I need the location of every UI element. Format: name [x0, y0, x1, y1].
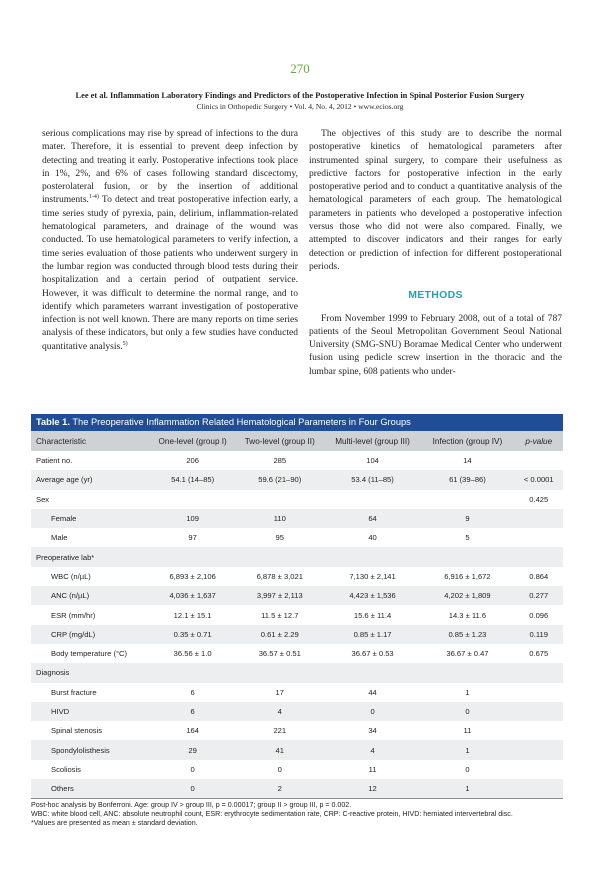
row-label-cell: Diagnosis — [36, 668, 70, 678]
table-cell: 110 — [273, 514, 286, 524]
table-cell: 0 — [465, 764, 470, 774]
table-cell: 14 — [463, 456, 472, 466]
footnote: Post-hoc analysis by Bonferroni. Age: group IV > group III, p = 0.00017; group II > group III, p = 0.002. — [31, 801, 352, 810]
table-cell — [515, 779, 564, 798]
table-cell — [515, 702, 564, 721]
table-row — [31, 721, 563, 740]
row-label-cell: Sex — [36, 494, 50, 504]
table-cell: 44 — [368, 687, 377, 697]
row-label-cell: CRP (mg/dL) — [51, 629, 96, 639]
left-paragraph — [42, 127, 298, 353]
table-cell: 4 — [370, 745, 375, 755]
table-cell: 41 — [275, 745, 284, 755]
table-cell: 12 — [368, 784, 377, 794]
table-cell: 164 — [186, 726, 199, 736]
citation-ref: 1-4) — [88, 194, 99, 201]
table-cell: 0.675 — [529, 649, 549, 659]
table-cell: 4,423 ± 1,536 — [349, 591, 396, 601]
table-cell: 0 — [190, 784, 195, 794]
table-row — [31, 528, 563, 547]
table-row — [31, 470, 563, 489]
table-cell: 15.6 ± 11.4 — [353, 610, 392, 620]
table-cell: 6 — [190, 687, 195, 697]
table-cell — [235, 490, 325, 509]
left-column — [42, 127, 298, 353]
table-cell: 0.119 — [529, 629, 548, 639]
table-cell: 0.61 ± 2.29 — [260, 629, 299, 639]
row-label-cell: HIVD — [51, 707, 70, 716]
section-heading-methods: METHODS — [408, 289, 463, 302]
table-cell — [515, 740, 564, 759]
row-label-cell: ESR (mm/hr) — [51, 610, 96, 620]
table-cell: 36.67 ± 0.47 — [446, 649, 489, 659]
methods-paragraph: From November 1999 to February 2008, out of a total of 787 patients of the Seoul Metropolitan Government Seoul National University (SMG-SNU) Boramae Medical Center who underwent fusion using pedicle screw insertion in the thoracic and the lumbar spine, 608 patients who under- — [309, 312, 562, 377]
row-label-cell: Spondylolisthesis — [51, 745, 110, 755]
table-cell: 0.85 ± 1.17 — [353, 629, 392, 639]
table-cell — [515, 547, 564, 566]
table-cell: 36.56 ± 1.0 — [173, 649, 212, 659]
table-cell: 0 — [190, 764, 195, 774]
table-caption — [31, 414, 563, 431]
table-label: Table 1. — [36, 417, 70, 427]
table-cell: 104 — [366, 456, 379, 466]
right-column — [309, 127, 562, 378]
row-label-cell: Scoliosis — [51, 764, 81, 774]
table-cell: 0 — [277, 764, 282, 774]
table-cell: 285 — [273, 456, 287, 466]
table-cell: 7,130 ± 2,141 — [349, 571, 396, 581]
table-cell: 54.1 (14–85) — [171, 475, 215, 485]
table-cell — [151, 490, 235, 509]
table-cell: 6,916 ± 1,672 — [444, 571, 491, 581]
objectives-paragraph: The objectives of this study are to describe the normal postoperative kinetics of hematological parameters after instrumented spinal surgery, to compare their usefulness as predictive factors for postoperative infection in the early postoperative period and to conduct a quantitative analysis of the hematological parameters of each group. The hematological parameters in patients who developed a postoperative infection versus those who did not were also compared. Finally, we attempted to discover indicators and their ranges for early detection or prediction of infection for different postoperational periods. — [309, 128, 562, 272]
col-header-group-i: One-level (group I) — [151, 431, 235, 451]
running-head-title: Lee et al. Inflammation Laboratory Findings and Predictors of the Postoperative Infection in Spinal Posterior Fusion Surgery — [75, 91, 525, 100]
table-cell: 1 — [465, 784, 470, 794]
table-row — [31, 586, 563, 605]
table-cell: 11.5 ± 12.7 — [261, 610, 299, 620]
table-cell: 221 — [273, 726, 287, 736]
table-cell: 5 — [465, 533, 470, 543]
table-body — [31, 451, 563, 798]
col-header-characteristic: Characteristic — [31, 431, 151, 451]
table-cell: 6,878 ± 3,021 — [256, 571, 303, 581]
row-label-cell: Others — [51, 784, 74, 794]
table-cell — [515, 509, 564, 528]
footnote: *Values are presented as mean ± standard deviation. — [31, 819, 198, 828]
table-cell: 4 — [277, 707, 282, 716]
table-cell: 206 — [186, 456, 199, 466]
row-label-cell: Patient no. — [36, 456, 73, 466]
table-cell: 97 — [188, 533, 197, 543]
table-cell: 0 — [370, 707, 375, 716]
table-cell: 40 — [368, 533, 377, 543]
table-cell: 0.35 ± 0.71 — [173, 629, 212, 639]
table-cell — [151, 663, 235, 682]
table-cell: 64 — [368, 514, 377, 524]
citation-ref: 5) — [122, 340, 128, 347]
row-label-cell: Burst fracture — [51, 687, 97, 697]
col-header-group-ii: Two-level (group II) — [235, 431, 325, 451]
running-head — [0, 90, 600, 112]
table-footnotes — [31, 801, 563, 828]
running-head-journal: Clinics in Orthopedic Surgery • Vol. 4, No. 4, 2012 • www.ecios.org — [196, 102, 404, 111]
table-cell: 59.6 (21–90) — [258, 475, 302, 485]
table-bottom-rule — [31, 798, 563, 799]
table-cell: 61 (39–86) — [449, 475, 486, 485]
col-header-group-iii: Multi-level (group III) — [325, 431, 421, 451]
footnote: WBC: white blood cell, ANC: absolute neutrophil count, ESR: erythrocyte sedimentation rate, CRP: C-reactive protein, HIVD: herniated intervertebral disc. — [31, 810, 513, 819]
row-label-cell: Preoperative lab* — [36, 552, 95, 562]
table-cell — [515, 451, 564, 470]
left-text-part1: serious complications may rise by spread of infections to the dura mater. Therefore, it is essential to prevent deep infection by detecting and treating it early. Postoperative infections took place in 1%, 2%, and 6% of cases following standard discectomy, posterolateral fusion, or by the insertion of additional instruments. — [42, 128, 298, 206]
table-cell — [420, 490, 514, 509]
table-cell: 14.3 ± 11.6 — [448, 610, 487, 620]
table-cell: 36.57 ± 0.51 — [258, 649, 301, 659]
table-row — [31, 683, 563, 702]
table-row — [31, 625, 563, 644]
table-cell: 29 — [188, 745, 197, 755]
table-cell: 3,997 ± 2,113 — [256, 591, 303, 601]
table-row — [31, 644, 563, 663]
table-row — [31, 509, 563, 528]
table-cell — [420, 547, 514, 566]
table-cell: 4,202 ± 1,809 — [444, 591, 491, 601]
table-cell: 0.425 — [529, 494, 549, 504]
table-cell: 11 — [368, 764, 377, 774]
table-row — [31, 663, 563, 682]
table-cell — [325, 490, 421, 509]
left-text-part2: To detect and treat postoperative infection early, a time series study of pyrexia, pain, delirium, inflammation-related hematological parameters, and drainage of the wound was conducted. To use hematological parameters to verify infection, a time series evaluation of those patients who underwent surgery in the lumbar region was conducted through blood tests during their hospitalization and a certain period of outpatient service. However, it was difficult to determine the normal range, and to identify which parameters warrant investigation of postoperative infection is not well known. There are many reports on time series analysis of these indicators, but only a few studies have conducted quantitative analysis. — [42, 194, 298, 352]
table-cell: 34 — [368, 726, 377, 736]
table-row — [31, 567, 563, 586]
table-row — [31, 760, 563, 779]
table-cell: 0.277 — [529, 591, 549, 601]
table-cell: 1 — [465, 687, 470, 697]
table-cell: 17 — [275, 687, 284, 697]
table-cell — [235, 663, 325, 682]
table-cell: 4,036 ± 1,637 — [169, 591, 216, 601]
table-cell: 0.864 — [529, 571, 549, 581]
table-cell — [325, 663, 421, 682]
table-row — [31, 740, 563, 759]
table-cell: 1 — [465, 745, 470, 755]
page-number: 270 — [290, 61, 310, 76]
col-header-group-iv: Infection (group IV) — [420, 431, 514, 451]
table-cell — [151, 547, 235, 566]
table-cell: 11 — [463, 726, 472, 736]
table-cell — [420, 663, 514, 682]
table-cell: 36.67 ± 0.53 — [351, 649, 394, 659]
table-cell: 9 — [465, 514, 470, 524]
table-cell — [325, 547, 421, 566]
row-label-cell: WBC (n/µL) — [51, 571, 91, 581]
table-cell: 0.096 — [529, 610, 549, 620]
table-cell: 53.4 (11–85) — [351, 475, 394, 485]
table-cell — [235, 547, 325, 566]
row-label-cell: Spinal stenosis — [51, 726, 103, 736]
table-cell — [515, 760, 564, 779]
table-row — [31, 490, 563, 509]
table-cell: 0.85 ± 1.23 — [448, 629, 487, 639]
table-row — [31, 779, 563, 798]
row-label-cell: Average age (yr) — [36, 475, 93, 485]
table-row — [31, 702, 563, 721]
table-cell — [515, 721, 564, 740]
table-caption-text: The Preoperative Inflammation Related Hematological Parameters in Four Groups — [69, 417, 411, 427]
table-cell: 6,893 ± 2,106 — [169, 571, 216, 581]
table-header-row — [31, 431, 563, 451]
row-label-cell: ANC (n/µL) — [51, 591, 90, 601]
table-cell: 2 — [277, 784, 282, 794]
table-row — [31, 547, 563, 566]
table-row — [31, 451, 563, 470]
row-label-cell: Female — [51, 514, 77, 524]
table-cell — [515, 663, 564, 682]
col-header-p-value: p-value — [515, 431, 564, 451]
table-cell: 95 — [275, 533, 284, 543]
table-cell: 0 — [465, 707, 470, 716]
table-row — [31, 605, 563, 624]
table-cell: 12.1 ± 15.1 — [173, 610, 212, 620]
row-label-cell: Male — [51, 533, 68, 543]
table-cell: 6 — [190, 707, 195, 716]
data-table — [31, 431, 563, 798]
table-cell: 109 — [186, 514, 199, 524]
table-cell — [515, 683, 564, 702]
row-label-cell: Body temperature (°C) — [51, 649, 128, 659]
table-cell — [515, 528, 564, 547]
table-1 — [31, 414, 563, 828]
table-cell: < 0.0001 — [523, 475, 554, 485]
